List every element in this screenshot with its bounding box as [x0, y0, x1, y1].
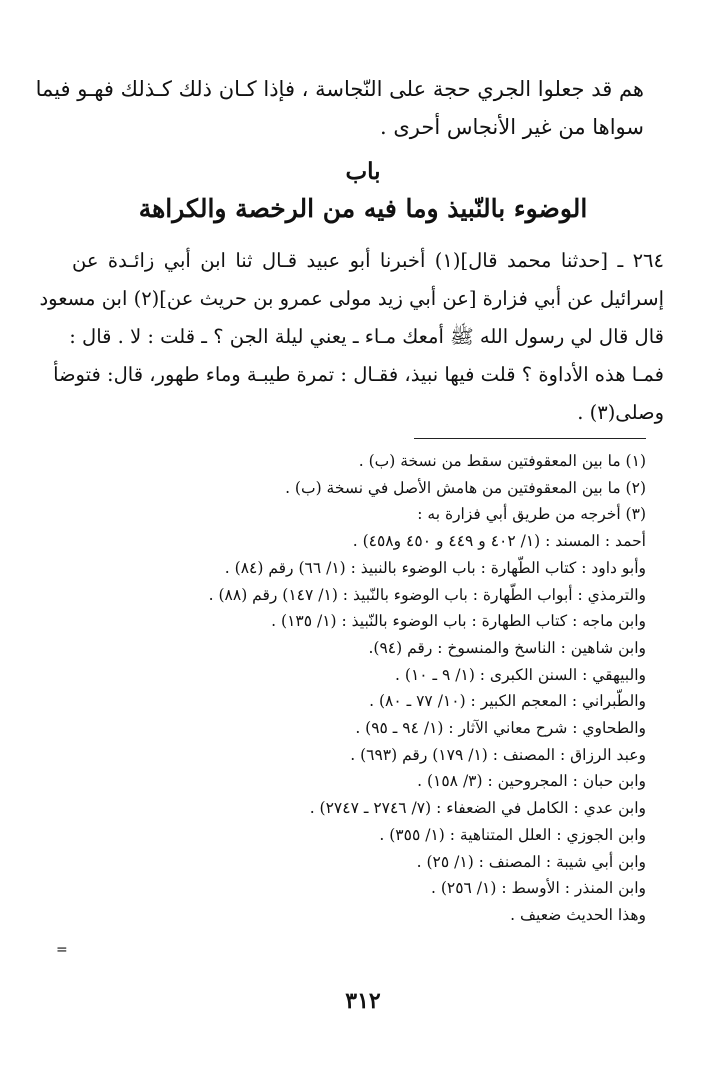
- chapter-label: باب: [345, 158, 381, 185]
- text-line: هم قد جعلوا الجري حجة على النّجاسة ، فإذا كـان ذلك كـذلك فهـو فيما: [35, 77, 644, 101]
- footnote-separator: [414, 438, 646, 439]
- citation-line: والطحاوي : شرح معاني الآثار : (١/ ٩٤ ـ ٩٥) .: [355, 719, 646, 738]
- chapter-title: الوضوء بالنّبيذ وما فيه من الرخصة والكراهة: [138, 194, 588, 223]
- text-line: قال قال لي رسول الله ﷺ أمعك مـاء ـ يعني ليلة الجن ؟ ـ قلت : لا . قال :: [69, 325, 664, 348]
- citation-line: وهذا الحديث ضعيف .: [510, 905, 646, 924]
- citation-line: وابن المنذر : الأوسط : (١/ ٢٥٦) .: [430, 879, 646, 898]
- citation-line: وابن عدي : الكامل في الضعفاء : (٧/ ٢٧٤٦ ـ ٢٧٤٧) .: [309, 799, 646, 818]
- citation-line: والترمذي : أبواب الطّهارة : باب الوضوء بالنّبيذ : (١/ ١٤٧) رقم (٨٨) .: [208, 585, 646, 604]
- citation-line: وابن ماجه : كتاب الطهارة : باب الوضوء بالنّبيذ : (١/ ١٣٥) .: [271, 612, 646, 631]
- citation-line: والبيهقي : السنن الكبرى : (١/ ٩ ـ ١٠) .: [395, 665, 646, 684]
- citation-line: وابن أبي شيبة : المصنف : (١/ ٢٥) .: [416, 852, 646, 871]
- text-line: فمـا هذه الأداوة ؟ قلت فيها نبيذ، فقـال : تمرة طيبـة وماء طهور، قال: فتوضأ: [53, 363, 664, 386]
- footnote-item: (٢) ما بين المعقوفتين من هامش الأصل في نسخة (ب) .: [285, 478, 646, 497]
- text-line: سواها من غير الأنجاس أحرى .: [379, 115, 644, 139]
- text-line: ٢٦٤ ـ [حدثنا محمد قال](١) أخبرنا أبو عبيد قـال ثنا ابن أبي زائـدة عن: [72, 249, 664, 272]
- text-line: وصلى(٣) .: [577, 401, 664, 424]
- citation-line: والطّبراني : المعجم الكبير : (١٠/ ٧٧ ـ ٨٠) .: [369, 692, 646, 711]
- continuation-mark: =: [56, 942, 68, 958]
- citation-line: وابن حبان : المجروحين : (٣/ ١٥٨) .: [417, 772, 646, 791]
- citation-line: وعبد الرزاق : المصنف : (١/ ١٧٩) رقم (٦٩٣) .: [350, 745, 646, 764]
- footnote-item: (٣) أخرجه من طريق أبي فزارة به :: [417, 505, 646, 524]
- footnotes: [86, 448, 646, 929]
- intro-paragraph: [35, 70, 644, 146]
- page-number: ٣١٢: [345, 988, 381, 1014]
- text-line: إسرائيل عن أبي فزارة [عن أبي زيد مولى عمرو بن حريث عن](٢) ابن مسعود: [39, 287, 664, 310]
- footnote-item: (١) ما بين المعقوفتين سقط من نسخة (ب) .: [358, 452, 646, 470]
- hadith-paragraph: [39, 242, 664, 432]
- citation-line: وأبو داود : كتاب الطّهارة : باب الوضوء بالنبيذ : (١/ ٦٦) رقم (٨٤) .: [224, 558, 646, 577]
- citation-line: وابن الجوزي : العلل المتناهية : (١/ ٣٥٥) .: [379, 825, 646, 844]
- citation-line: أحمد : المسند : (١/ ٤٠٢ و ٤٤٩ و ٤٥٠ و٤٥٨) .: [352, 532, 646, 551]
- citation-line: وابن شاهين : الناسخ والمنسوخ : رقم (٩٤).: [368, 638, 646, 657]
